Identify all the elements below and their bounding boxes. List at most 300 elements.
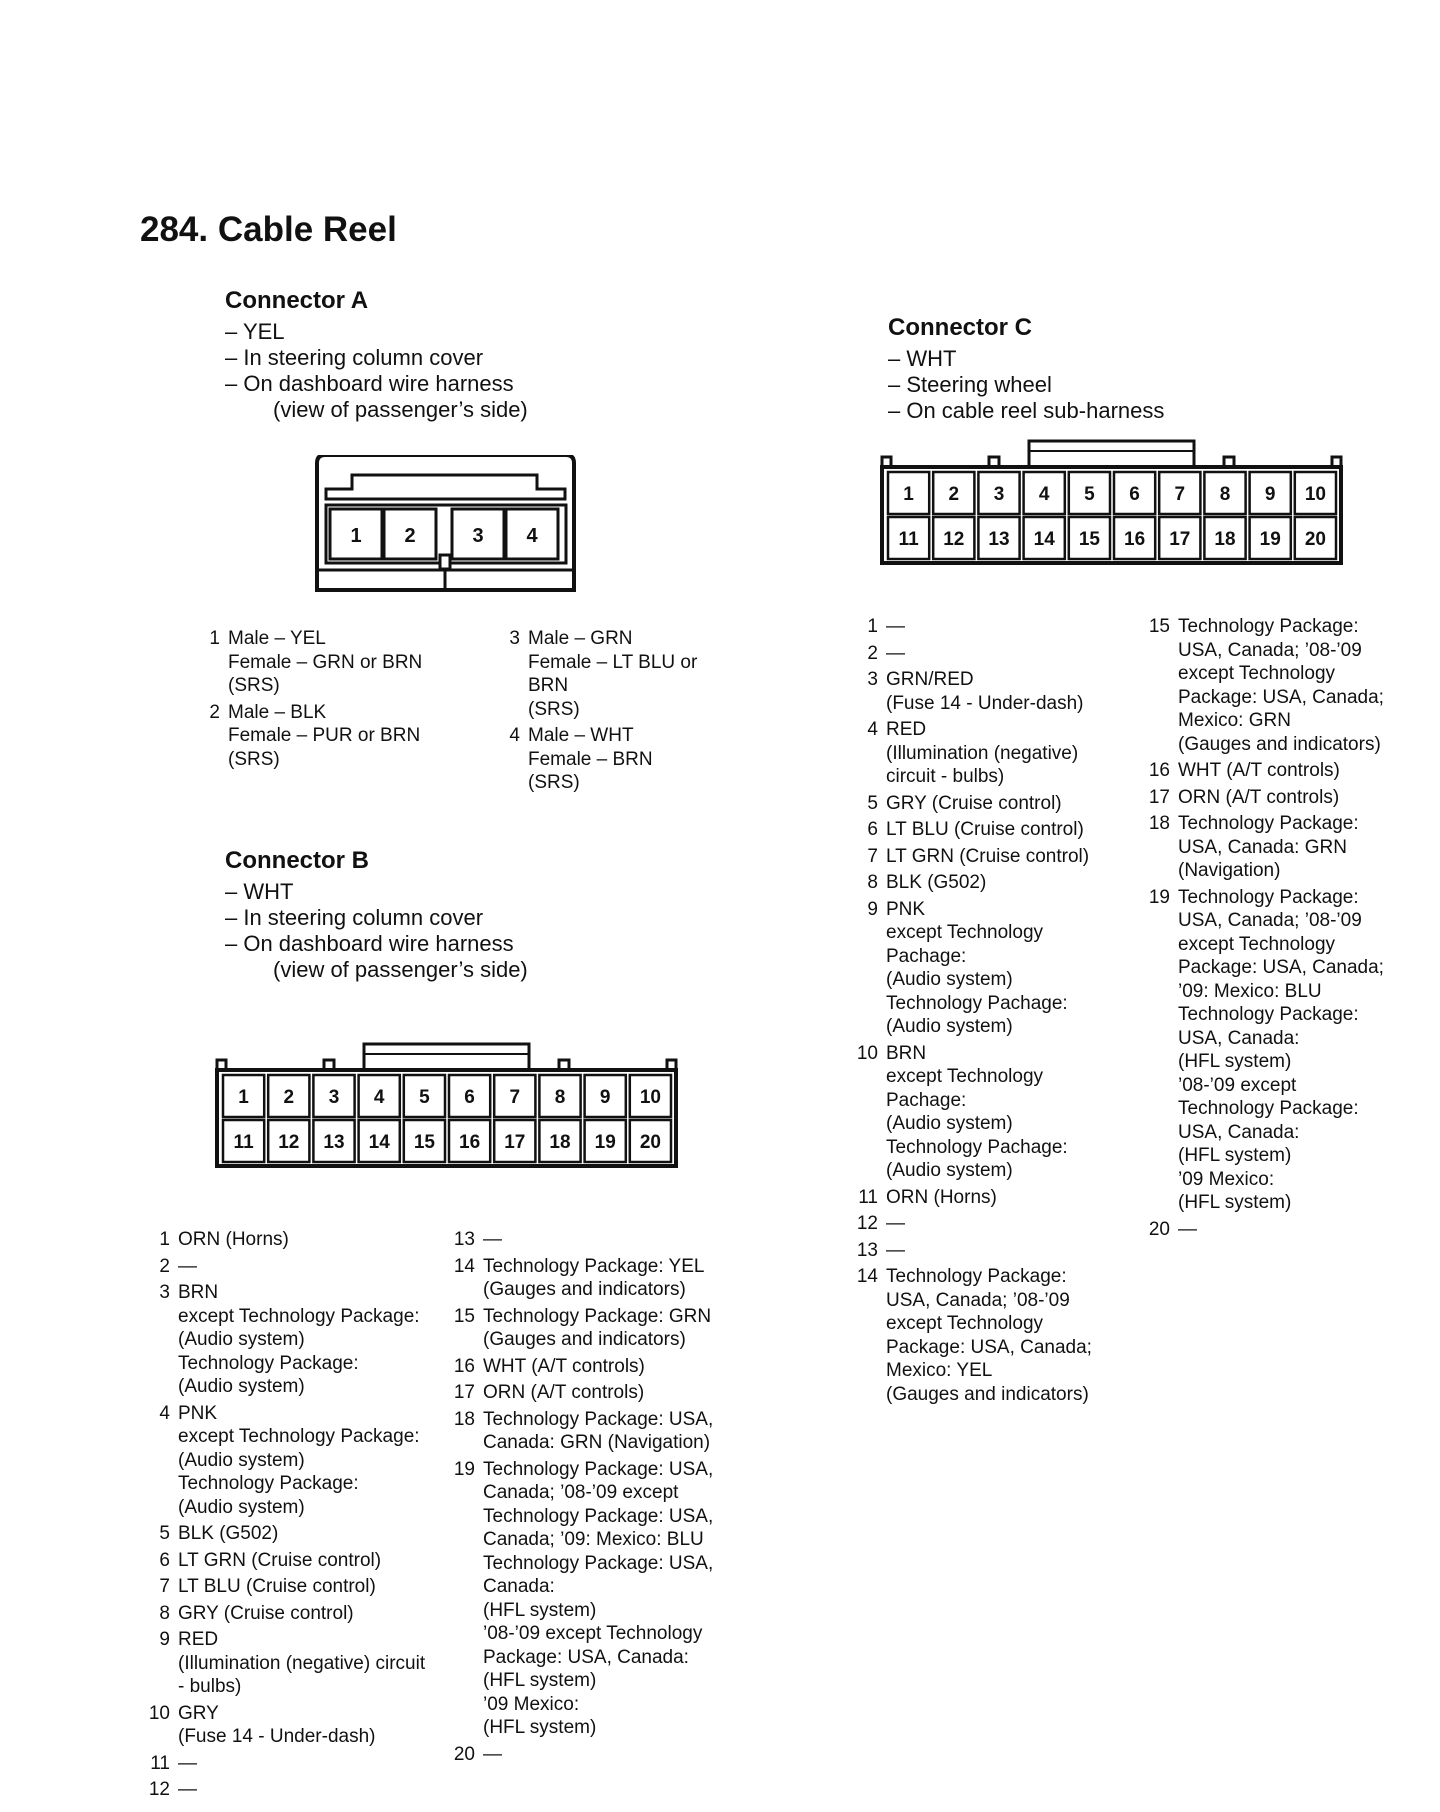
pin-number: 5	[159, 1523, 170, 1544]
pin-number: 12	[856, 1213, 878, 1234]
connector-c-pin-label: 4	[1038, 484, 1050, 505]
pin-description-line: (Gauges and indicators)	[1178, 733, 1381, 755]
pin-description-line: ’08-’09 except Technology	[483, 1623, 703, 1644]
pin-description-line: GRY (Cruise control)	[886, 792, 1062, 814]
pin-description-line: Technology Package:	[1178, 1004, 1359, 1025]
pin-description-line: Technology Package: USA,	[483, 1458, 714, 1480]
pin-description	[886, 871, 1128, 895]
connector-c-desc-line: – On cable reel sub-harness	[888, 398, 1165, 423]
pin-entry	[140, 1281, 440, 1399]
connector-c-pin-label: 3	[993, 484, 1005, 505]
connector-c-pin-label: 20	[1304, 529, 1326, 550]
pin-description-line: —	[886, 1213, 905, 1234]
pin-number: 16	[453, 1355, 475, 1377]
pin-description-line: Technology Package:	[886, 1266, 1067, 1287]
pin-description-line: Technology Package: YEL	[483, 1255, 705, 1277]
pin-description-line: —	[886, 1239, 905, 1261]
pin-entry	[445, 1228, 745, 1252]
pin-description-line: Technology Package: USA,	[483, 1505, 714, 1527]
connector-c-pin-label: 16	[1124, 529, 1146, 550]
pin-description-line: WHT (A/T controls)	[483, 1355, 645, 1377]
connector-a-pin-label: 2	[404, 525, 416, 547]
pin-description	[1178, 759, 1435, 783]
pin-description-line: ORN (A/T controls)	[1178, 786, 1340, 808]
pin-entry	[445, 1458, 745, 1740]
pin-description-line: except Technology Package:	[178, 1426, 420, 1447]
pin-description	[886, 1212, 1128, 1236]
pin-description-line: - bulbs)	[178, 1676, 242, 1697]
pin-description-line: USA, Canada: GRN	[1178, 836, 1347, 858]
pin-description-line: Package: USA, Canada:	[483, 1646, 689, 1668]
pin-number: 4	[509, 725, 520, 746]
pin-description	[886, 1265, 1128, 1406]
pin-description-line: Technology Package:	[1178, 813, 1359, 834]
pin-entry	[1140, 759, 1435, 783]
pin-description-line: ’09: Mexico: BLU	[1178, 980, 1322, 1002]
pin-description-line: —	[1178, 1218, 1197, 1240]
pin-number: 15	[1148, 616, 1170, 637]
connector-c-pin-label: 5	[1084, 484, 1095, 505]
pin-description-line: (Audio system)	[886, 969, 1013, 990]
pin-description-line: USA, Canada; ’08-’09	[886, 1289, 1070, 1311]
connector-c-pin-label: 14	[1033, 529, 1055, 550]
pin-entry	[445, 1255, 745, 1302]
pin-description-line: (Gauges and indicators)	[483, 1329, 686, 1350]
connector-b-pin-label: 2	[283, 1087, 295, 1108]
pin-description-line: (Audio system)	[178, 1376, 305, 1397]
pin-description	[178, 1255, 440, 1279]
pin-description-line: except Technology	[1178, 663, 1336, 684]
pin-description-line: (HFL system)	[1178, 1145, 1292, 1166]
pin-description-line: (SRS)	[528, 772, 580, 793]
pin-description-line: Technology Package:	[1178, 886, 1359, 908]
pin-description-line: WHT (A/T controls)	[1178, 760, 1340, 781]
pin-description	[178, 1752, 440, 1776]
pin-description-line: (HFL system)	[483, 1599, 597, 1621]
pin-description	[886, 818, 1128, 842]
pin-description-line: (Navigation)	[1178, 860, 1281, 881]
pin-description-line: BLK (G502)	[178, 1523, 279, 1544]
connector-b-pin-label: 15	[413, 1132, 435, 1153]
pin-description-line: (SRS)	[228, 675, 280, 696]
pin-description-line: (Audio system)	[178, 1329, 305, 1350]
connector-a-pin-list-right	[490, 627, 740, 798]
connector-a-pin-label: 4	[526, 525, 538, 547]
pin-entry	[1140, 886, 1435, 1215]
pin-description	[483, 1255, 745, 1302]
pin-description-line: (SRS)	[528, 698, 580, 720]
connector-b-title: Connector B	[225, 847, 369, 874]
pin-entry	[1140, 1218, 1435, 1242]
pin-description	[228, 627, 470, 698]
connector-c-pin-label: 1	[903, 484, 914, 505]
pin-description-line: Technology Package:	[178, 1473, 359, 1494]
pin-description	[178, 1628, 440, 1699]
pin-entry	[445, 1743, 745, 1767]
pin-description-line: USA, Canada:	[1178, 1027, 1300, 1049]
pin-description-line: Technology Pachage:	[886, 992, 1068, 1014]
pin-number: 18	[1148, 813, 1170, 834]
pin-number: 20	[453, 1743, 475, 1765]
pin-description-line: ORN (Horns)	[886, 1186, 997, 1208]
pin-description-line: (HFL system)	[1178, 1192, 1292, 1213]
pin-number: 13	[856, 1239, 878, 1261]
connector-c-desc-line: – WHT	[888, 346, 957, 371]
pin-description-line: ’09 Mexico:	[483, 1693, 580, 1715]
connector-a-title: Connector A	[225, 287, 369, 314]
pin-description	[178, 1778, 440, 1802]
pin-description-line: —	[483, 1229, 502, 1250]
pin-description-line: (Audio system)	[886, 1160, 1013, 1181]
pin-number: 19	[453, 1458, 475, 1480]
connector-c-pin-list-col2	[1140, 615, 1435, 1244]
connector-c-latch	[1029, 441, 1194, 467]
pin-number: 1	[159, 1229, 170, 1250]
pin-description-line: GRN/RED	[886, 669, 974, 690]
pin-entry	[848, 792, 1128, 816]
connector-b-pin-label: 5	[419, 1087, 430, 1108]
pin-description-line: (HFL system)	[1178, 1051, 1292, 1072]
pin-number: 1	[209, 628, 220, 649]
pin-description	[178, 1575, 440, 1599]
pin-entry	[848, 1265, 1128, 1406]
connector-a-diagram	[312, 455, 582, 605]
pin-description-line: (Gauges and indicators)	[483, 1279, 686, 1300]
connector-c-pin-label: 11	[898, 529, 919, 550]
pin-entry	[140, 1522, 440, 1546]
pin-description-line: Technology Package:	[178, 1352, 359, 1374]
pin-number: 20	[1148, 1218, 1170, 1240]
connector-a-pin-list-left	[190, 627, 470, 774]
pin-description-line: USA, Canada:	[1178, 1121, 1300, 1143]
connector-a-desc-line: (view of passenger’s side)	[273, 397, 528, 422]
pin-description-line: except Technology Package:	[178, 1305, 420, 1327]
pin-entry	[848, 615, 1128, 639]
connector-b-pin-label: 7	[509, 1087, 521, 1108]
pin-number: 9	[159, 1629, 170, 1650]
pin-description	[178, 1228, 440, 1252]
pin-description-line: Canada: GRN (Navigation)	[483, 1432, 711, 1453]
pin-number: 8	[867, 872, 878, 893]
pin-number: 16	[1148, 760, 1170, 781]
pin-entry	[190, 701, 470, 772]
pin-description	[886, 718, 1128, 789]
pin-description-line: (HFL system)	[483, 1670, 597, 1691]
pin-description	[483, 1355, 745, 1379]
pin-description	[886, 642, 1128, 666]
pin-description	[178, 1702, 440, 1749]
pin-description-line: —	[178, 1255, 197, 1277]
pin-entry	[490, 627, 740, 721]
pin-description-line: Female – BRN	[528, 748, 653, 770]
pin-description	[1178, 1218, 1435, 1242]
pin-description-line: USA, Canada; ’08-’09	[1178, 639, 1362, 661]
pin-description-line: —	[178, 1779, 197, 1800]
pin-entry	[140, 1602, 440, 1626]
pin-description	[483, 1305, 745, 1352]
connector-b-desc-line: (view of passenger’s side)	[273, 957, 528, 982]
pin-description	[1178, 886, 1435, 1215]
pin-description-line: Technology Package: USA,	[483, 1408, 714, 1430]
pin-description-line: PNK	[178, 1402, 218, 1424]
pin-description-line: USA, Canada; ’08-’09	[1178, 910, 1362, 931]
connector-a-pin-label: 3	[472, 525, 484, 547]
connector-c-section	[888, 312, 1164, 424]
pin-description-line: (Audio system)	[886, 1113, 1013, 1134]
connector-c-pin-label: 2	[948, 484, 960, 505]
pin-entry	[848, 1239, 1128, 1263]
pin-description-line: (Gauges and indicators)	[886, 1383, 1089, 1405]
pin-number: 2	[867, 642, 878, 664]
pin-description	[483, 1743, 745, 1767]
connector-c-pin-label: 10	[1304, 484, 1326, 505]
pin-entry	[445, 1305, 745, 1352]
pin-description-line: BRN	[528, 675, 569, 696]
pin-number: 14	[856, 1266, 878, 1287]
pin-description-line: Canada; ’09: Mexico: BLU	[483, 1529, 704, 1550]
pin-entry	[848, 871, 1128, 895]
pin-entry	[140, 1549, 440, 1573]
pin-description-line: (Audio system)	[178, 1449, 305, 1471]
pin-number: 11	[150, 1752, 170, 1774]
pin-description-line: Technology Package:	[1178, 616, 1359, 637]
pin-description-line: LT BLU (Cruise control)	[178, 1576, 376, 1597]
pin-description-line: Technology Pachage:	[886, 1136, 1068, 1158]
pin-description-line: BRN	[886, 1042, 927, 1064]
pin-description	[886, 668, 1128, 715]
pin-description-line: —	[178, 1752, 197, 1774]
pin-description-line: LT GRN (Cruise control)	[886, 845, 1090, 867]
pin-number: 7	[867, 845, 878, 867]
pin-description-line: (SRS)	[228, 748, 280, 770]
pin-description-line: Female – GRN or BRN	[228, 651, 423, 673]
pin-number: 6	[867, 819, 878, 840]
pin-description-line: ’09 Mexico:	[1178, 1168, 1275, 1190]
pin-description-line: Female – LT BLU or	[528, 651, 698, 673]
pin-number: 18	[453, 1408, 475, 1430]
pin-description	[178, 1402, 440, 1520]
pin-description-line: (Fuse 14 - Under-dash)	[178, 1726, 376, 1747]
pin-number: 4	[159, 1402, 170, 1424]
pin-description-line: ’08-’09 except	[1178, 1074, 1297, 1096]
pin-number: 10	[148, 1702, 170, 1724]
connector-a-pin-label: 1	[350, 525, 362, 547]
pin-description-line: Male – GRN	[528, 628, 633, 649]
connector-c-pin-label: 18	[1214, 529, 1236, 550]
pin-description-line: Female – PUR or BRN	[228, 725, 421, 746]
connector-b-pin-label: 18	[549, 1132, 571, 1153]
pin-description-line: —	[886, 616, 905, 637]
connector-b-pin-label: 9	[599, 1087, 611, 1108]
pin-entry	[848, 1212, 1128, 1236]
connector-a-section	[225, 285, 528, 423]
connector-b-pin-label: 19	[594, 1132, 616, 1153]
connector-c-desc-line: – Steering wheel	[888, 372, 1052, 397]
connector-c-pin-list-col1	[848, 615, 1128, 1409]
pin-description	[228, 701, 470, 772]
pin-entry	[1140, 786, 1435, 810]
pin-description	[528, 627, 740, 721]
connector-c-pin-label: 19	[1259, 529, 1281, 550]
pin-description-line: Pachage:	[886, 1089, 967, 1111]
pin-description	[178, 1602, 440, 1626]
connector-b-desc-line: – On dashboard wire harness	[225, 931, 514, 956]
connector-b-pin-list-col2	[445, 1228, 745, 1769]
pin-number: 5	[867, 792, 878, 814]
pin-description-line: Technology Package: USA,	[483, 1552, 714, 1574]
pin-number: 10	[856, 1042, 878, 1064]
pin-description-line: Male – WHT	[528, 725, 634, 746]
pin-entry	[848, 1186, 1128, 1210]
connector-b-latch	[364, 1044, 529, 1070]
pin-entry	[848, 898, 1128, 1039]
connector-b-pin-label: 12	[278, 1132, 300, 1153]
pin-number: 8	[159, 1602, 170, 1624]
connector-b-desc-line: – In steering column cover	[225, 905, 484, 930]
pin-description-line: (Audio system)	[178, 1496, 305, 1518]
pin-description-line: except Technology	[1178, 933, 1336, 955]
pin-entry	[848, 642, 1128, 666]
pin-description	[483, 1458, 745, 1740]
connector-b-pin-label: 8	[554, 1087, 566, 1108]
pin-entry	[140, 1702, 440, 1749]
pin-entry	[1140, 812, 1435, 883]
pin-description-line: PNK	[886, 898, 926, 920]
connector-b-section	[225, 845, 528, 983]
pin-number: 1	[867, 616, 878, 637]
connector-c-pin-label: 8	[1219, 484, 1231, 505]
pin-description-line: GRY (Cruise control)	[178, 1602, 354, 1624]
pin-description	[1178, 812, 1435, 883]
pin-entry	[848, 818, 1128, 842]
pin-description-line: BLK (G502)	[886, 872, 987, 893]
pin-description-line: except Technology	[886, 922, 1044, 943]
connector-a-desc-line: – In steering column cover	[225, 345, 484, 370]
pin-description	[178, 1522, 440, 1546]
connector-c-pin-label: 6	[1129, 484, 1140, 505]
pin-entry	[190, 627, 470, 698]
pin-description-line: except Technology	[886, 1066, 1044, 1087]
pin-description	[483, 1381, 745, 1405]
pin-entry	[140, 1402, 440, 1520]
pin-description	[886, 1042, 1128, 1183]
pin-description	[886, 845, 1128, 869]
pin-description-line: circuit - bulbs)	[886, 766, 1005, 787]
connector-b-desc-line: – WHT	[225, 879, 294, 904]
pin-number: 2	[209, 701, 220, 723]
pin-description-line: (Fuse 14 - Under-dash)	[886, 692, 1084, 714]
pin-description	[178, 1549, 440, 1573]
pin-description-line: BRN	[178, 1282, 219, 1303]
pin-description-line: Package: USA, Canada;	[1178, 957, 1384, 978]
pin-description-line: ORN (Horns)	[178, 1229, 289, 1250]
pin-description-line: (Audio system)	[886, 1016, 1013, 1037]
pin-entry	[140, 1752, 440, 1776]
connector-c-pin-label: 9	[1264, 484, 1276, 505]
pin-description	[886, 615, 1128, 639]
pin-number: 17	[1148, 786, 1170, 808]
connector-b-diagram	[214, 1040, 684, 1175]
pin-description-line: Mexico: YEL	[886, 1360, 993, 1381]
pin-number: 3	[867, 669, 878, 690]
pin-number: 15	[453, 1305, 475, 1327]
pin-entry	[140, 1575, 440, 1599]
connector-b-pin-label: 3	[328, 1087, 340, 1108]
pin-description-line: Male – YEL	[228, 628, 326, 649]
pin-description	[886, 1186, 1128, 1210]
pin-number: 14	[453, 1255, 475, 1277]
connector-b-pin-label: 17	[504, 1132, 526, 1153]
pin-number: 12	[148, 1779, 170, 1800]
pin-number: 13	[453, 1229, 475, 1250]
pin-description-line: Technology Package: GRN	[483, 1305, 712, 1327]
connector-a-latch	[326, 475, 565, 499]
connector-b-pin-label: 20	[639, 1132, 661, 1153]
pin-number: 2	[159, 1255, 170, 1277]
pin-description-line: Male – BLK	[228, 701, 327, 723]
pin-description-line: LT GRN (Cruise control)	[178, 1549, 382, 1571]
pin-description-line: Canada; ’08-’09 except	[483, 1482, 679, 1503]
pin-description-line: ORN (A/T controls)	[483, 1382, 645, 1403]
pin-description	[483, 1408, 745, 1455]
pin-description	[178, 1281, 440, 1399]
pin-description	[886, 1239, 1128, 1263]
pin-description	[886, 898, 1128, 1039]
pin-description-line: except Technology	[886, 1313, 1044, 1334]
pin-description-line: LT BLU (Cruise control)	[886, 819, 1084, 840]
pin-entry	[140, 1628, 440, 1699]
pin-description-line: Mexico: GRN	[1178, 710, 1291, 731]
pin-description	[1178, 786, 1435, 810]
pin-entry	[848, 1042, 1128, 1183]
connector-c-diagram	[879, 437, 1349, 572]
pin-number: 3	[159, 1282, 170, 1303]
pin-description-line: (Illumination (negative)	[886, 742, 1079, 764]
pin-number: 4	[867, 719, 878, 740]
connector-a-key	[440, 555, 450, 569]
pin-number: 9	[867, 898, 878, 920]
pin-number: 3	[509, 628, 520, 649]
connector-c-pin-label: 13	[988, 529, 1010, 550]
pin-description-line: Package: USA, Canada;	[1178, 686, 1384, 708]
pin-entry	[1140, 615, 1435, 756]
pin-description	[528, 724, 740, 795]
connector-b-pin-label: 4	[373, 1087, 385, 1108]
page-title: 284. Cable Reel	[140, 210, 397, 249]
connector-b-pin-label: 6	[464, 1087, 475, 1108]
connector-a-desc-line: – On dashboard wire harness	[225, 371, 514, 396]
pin-description-line: (HFL system)	[483, 1717, 597, 1738]
pin-description-line: RED	[886, 719, 927, 740]
pin-entry	[140, 1255, 440, 1279]
pin-description-line: (Illumination (negative) circuit	[178, 1652, 426, 1674]
pin-number: 7	[159, 1576, 170, 1597]
connector-a-desc-line: – YEL	[225, 319, 285, 344]
connector-b-pin-label: 14	[368, 1132, 390, 1153]
connector-c-pin-label: 15	[1078, 529, 1100, 550]
pin-entry	[848, 668, 1128, 715]
pin-description-line: Pachage:	[886, 945, 967, 967]
pin-description-line: —	[483, 1743, 502, 1765]
pin-description	[483, 1228, 745, 1252]
connector-b-pin-label: 1	[238, 1087, 249, 1108]
pin-description-line: Canada:	[483, 1576, 555, 1597]
connector-b-pin-label: 10	[639, 1087, 661, 1108]
pin-description-line: Package: USA, Canada;	[886, 1336, 1092, 1358]
pin-entry	[848, 718, 1128, 789]
connector-b-pin-label: 11	[233, 1132, 254, 1153]
pin-description-line: GRY	[178, 1702, 219, 1724]
